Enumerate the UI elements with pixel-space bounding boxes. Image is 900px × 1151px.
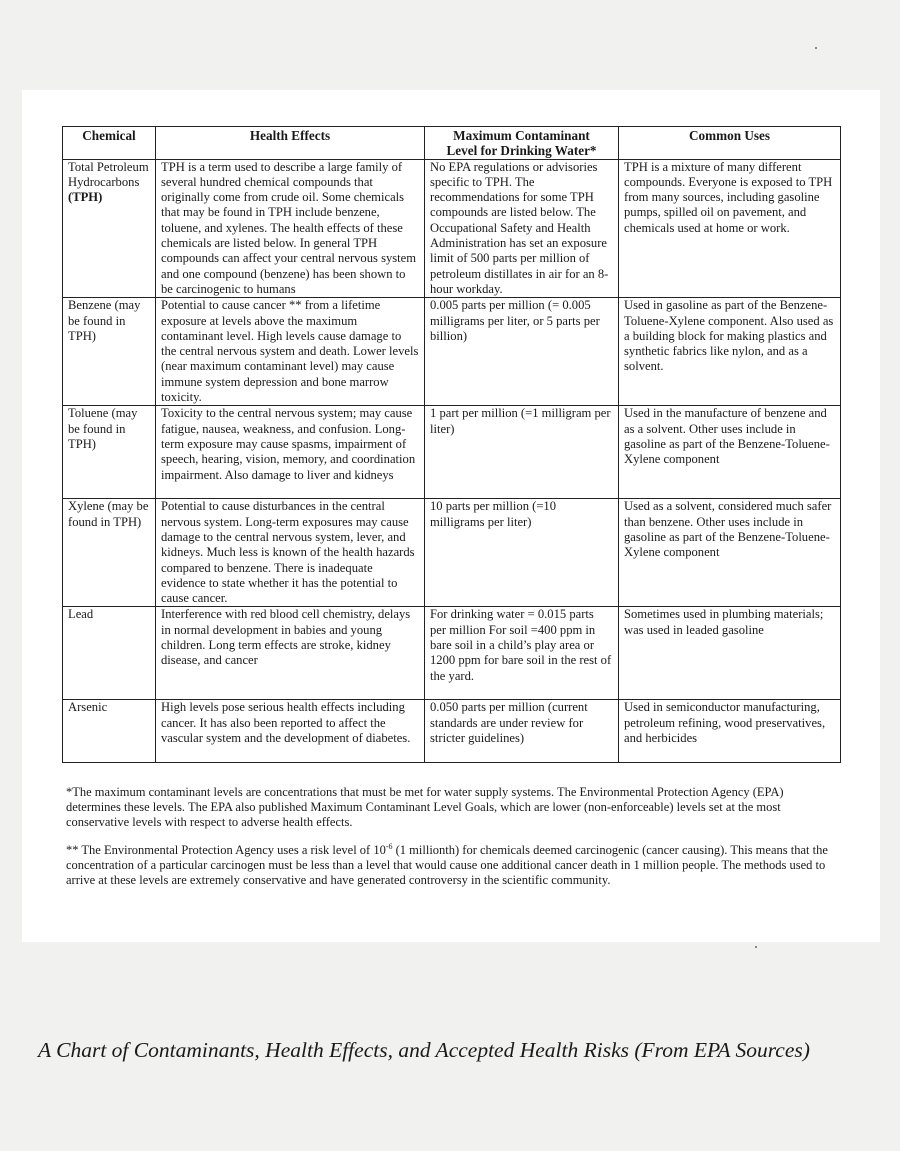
cell-common-uses: Used in gasoline as part of the Benzene-Toluene-Xylene component. Also used as a building block for making plastics and synthetic fabrics like nylon, and as a solvent. xyxy=(619,298,841,406)
cell-health-effects: Toxicity to the central nervous system; may cause fatigue, nausea, weakness, and confusion. Long-term exposure may cause spasms, impairment of speech, hearing, vision, memory, and coordination impairment. Also damage to liver and kidneys xyxy=(156,406,425,499)
cell-chemical: Lead xyxy=(63,607,156,700)
scan-speck xyxy=(755,946,757,948)
cell-chemical: Xylene (may be found in TPH) xyxy=(63,499,156,607)
cell-health-effects: Potential to cause disturbances in the central nervous system. Long-term exposures may cause damage to the central nervous system, lever, and kidneys. Much less is known of the health hazards compared to benzene. There is inadequate evidence to state whether it has the potential to cause cancer. xyxy=(156,499,425,607)
chemical-abbreviation: (TPH) xyxy=(68,190,103,205)
cell-chemical: Arsenic xyxy=(63,700,156,763)
cell-common-uses: Sometimes used in plumbing materials; was used in leaded gasoline xyxy=(619,607,841,700)
cell-chemical xyxy=(63,159,156,298)
cell-chemical: Toluene (may be found in TPH) xyxy=(63,406,156,499)
table-row-arsenic xyxy=(63,700,841,763)
header-common-uses: Common Uses xyxy=(619,127,841,160)
cell-mcl: 1 part per million (=1 milligram per liter) xyxy=(425,406,619,499)
header-mcl xyxy=(425,127,619,160)
header-chemical: Chemical xyxy=(63,127,156,160)
header-mcl-line2: Level for Drinking Water* xyxy=(446,143,597,159)
table-row-toluene xyxy=(63,406,841,499)
figure-caption: A Chart of Contaminants, Health Effects, and Accepted Health Risks (From EPA Sources) xyxy=(38,1038,810,1062)
cell-mcl: 10 parts per million (=10 milligrams per liter) xyxy=(425,499,619,607)
table-header-row xyxy=(63,127,841,160)
cell-health-effects: Potential to cause cancer ** from a lifetime exposure at levels above the maximum contaminant level. High levels cause damage to the central nervous system and death. Lower levels (near maximum contaminant level) may cause immune system depression and bone marrow toxicity. xyxy=(156,298,425,406)
footnote-risk-exponent: -6 xyxy=(385,841,393,851)
footnote-risk-level xyxy=(66,843,836,889)
header-mcl-line1: Maximum Contaminant xyxy=(453,128,590,143)
table-row-tph xyxy=(63,159,841,298)
footnote-mcl: *The maximum contaminant levels are concentrations that must be met for water supply systems. The Environmental Protection Agency (EPA) determines these levels. The EPA also published Maximum Contaminant Level Goals, which are lower (non-enforceable) levels set at the most conservative levels with respect to adverse health effects. xyxy=(66,784,784,829)
cell-health-effects: High levels pose serious health effects including cancer. It has also been reported to affect the vascular system and the development of diabetes. xyxy=(156,700,425,763)
chemical-name: Total Petroleum Hydrocarbons xyxy=(68,159,149,189)
table-row-benzene xyxy=(63,298,841,406)
cell-mcl: 0.005 parts per million (= 0.005 milligrams per liter, or 5 parts per billion) xyxy=(425,298,619,406)
cell-mcl: For drinking water = 0.015 parts per million For soil =400 ppm in bare soil in a child’s play area or 1200 ppm for bare soil in the rest of the yard. xyxy=(425,607,619,700)
table-row-xylene xyxy=(63,499,841,607)
cell-common-uses: Used in semiconductor manufacturing, petroleum refining, wood preservatives, and herbicides xyxy=(619,700,841,763)
cell-common-uses: Used as a solvent, considered much safer than benzene. Other uses include in gasoline as part of the Benzene-Toluene-Xylene component xyxy=(619,499,841,607)
cell-chemical: Benzene (may be found in TPH) xyxy=(63,298,156,406)
cell-common-uses: Used in the manufacture of benzene and as a solvent. Other uses include in gasoline as part of the Benzene-Toluene-Xylene component xyxy=(619,406,841,499)
footnote-risk-prefix: ** The Environmental Protection Agency uses a risk level of 10 xyxy=(66,842,386,857)
table-row-lead xyxy=(63,607,841,700)
cell-mcl: No EPA regulations or advisories specific to TPH. The recommendations for some TPH compounds are listed below. The Occupational Safety and Health Administration has set an exposure limit of 500 parts per million of petroleum distillates in air for an 8-hour workday. xyxy=(425,159,619,298)
contaminants-table xyxy=(62,126,841,763)
cell-common-uses: TPH is a mixture of many different compounds. Everyone is exposed to TPH from many sources, including gasoline pumps, spilled oil on pavement, and chemicals used at home or work. xyxy=(619,159,841,298)
cell-mcl: 0.050 parts per million (current standards are under review for stricter guidelines) xyxy=(425,700,619,763)
footnote-risk-suffix: (1 millionth) for chemicals deemed carcinogenic (cancer causing). This means that the concentration of a particular carcinogen must be less than a level that would cause one additional cancer death in 1 million people. The methods used to arrive at these levels are extremely conservative and have generated controversy in the scientific community. xyxy=(66,842,828,887)
cell-health-effects: Interference with red blood cell chemistry, delays in normal development in babies and young children. Long term effects are stroke, kidney disease, and cancer xyxy=(156,607,425,700)
header-health-effects: Health Effects xyxy=(156,127,425,160)
cell-health-effects: TPH is a term used to describe a large family of several hundred chemical compounds that originally come from crude oil. Some chemicals that may be found in TPH include benzene, toluene, and xylenes. The health effects of these chemicals are listed below. In general TPH compounds can affect your central nervous system and one compound (benzene) has been shown to be carcinogenic to humans xyxy=(156,159,425,298)
scan-speck xyxy=(815,47,817,49)
